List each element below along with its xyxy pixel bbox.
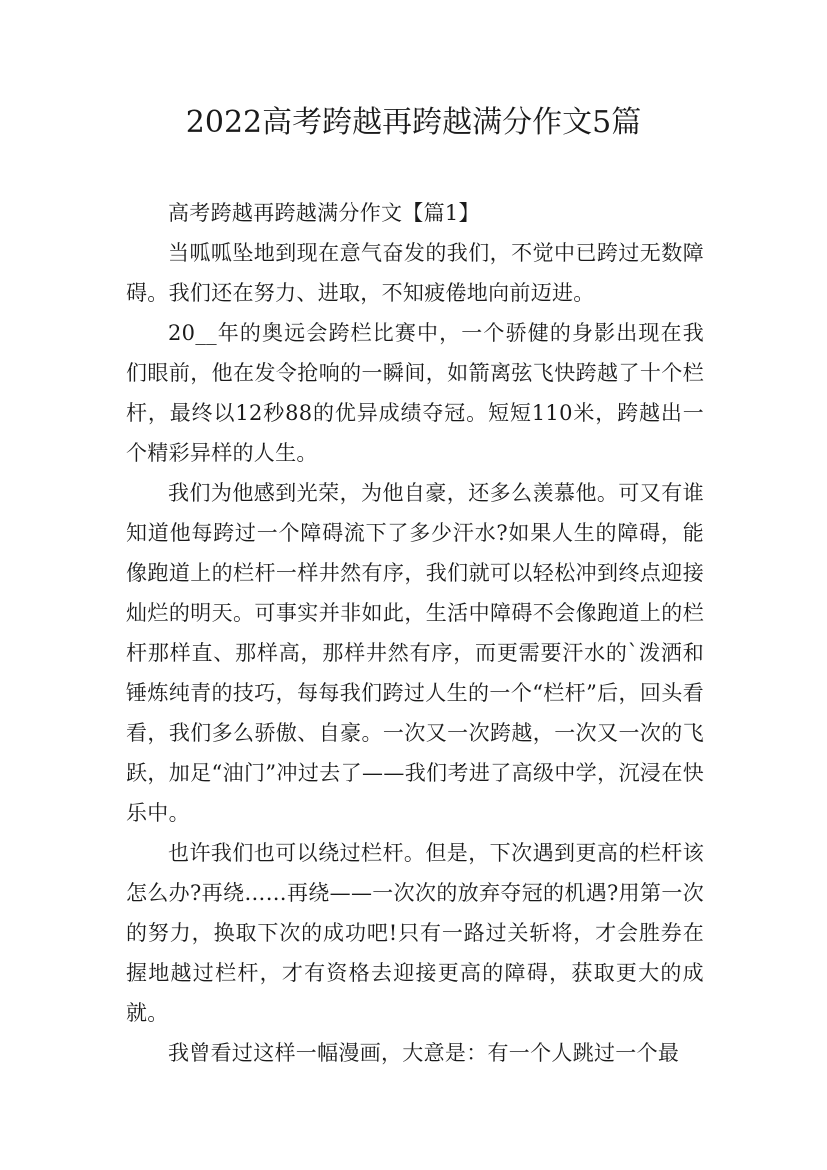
paragraph-4: 也许我们也可以绕过栏杆。但是，下次遇到更高的栏杆该怎么办?再绕……再绕——一次次的放弃夺冠的机遇?用第一次的努力，换取下次的成功吧!只有一路过关斩将，才会胜券在握地越过栏杆，才有资格去迎接更高的障碍，获取更大的成就。 bbox=[126, 841, 704, 1025]
paragraph-3: 我们为他感到光荣，为他自豪，还多么羡慕他。可又有谁知道他每跨过一个障碍流下了多少汗水?如果人生的障碍，能像跑道上的栏杆一样井然有序，我们就可以轻松冲到终点迎接灿烂的明天。可事实并非如此，生活中障碍不会像跑道上的栏杆那样直、那样高，那样井然有序，而更需要汗水的`泼洒和锤炼纯青的技巧，每每我们跨过人生的一个“栏杆”后，回头看看，我们多么骄傲、自豪。一次又一次跨越，一次又一次的飞跃，加足“油门”冲过去了——我们考进了高级中学，沉浸在快乐中。 bbox=[126, 481, 704, 825]
document-title: 2022高考跨越再跨越满分作文5篇 bbox=[185, 105, 642, 140]
paragraph-5: 我曾看过这样一幅漫画，大意是：有一个人跳过一个最 bbox=[168, 1041, 680, 1065]
paragraph-1: 当呱呱坠地到现在意气奋发的我们，不觉中已跨过无数障碍。我们还在努力、进取，不知疲倦地向前迈进。 bbox=[126, 241, 704, 305]
section-heading: 高考跨越再跨越满分作文【篇1】 bbox=[168, 201, 480, 225]
paragraph-2: 20__年的奥远会跨栏比赛中，一个骄健的身影出现在我们眼前，他在发令抢响的一瞬间，如箭离弦飞快跨越了十个栏杆，最终以12秒88的优异成绩夺冠。短短110米，跨越出一个精彩异样的人生。 bbox=[126, 321, 704, 465]
document-body bbox=[126, 193, 704, 1073]
